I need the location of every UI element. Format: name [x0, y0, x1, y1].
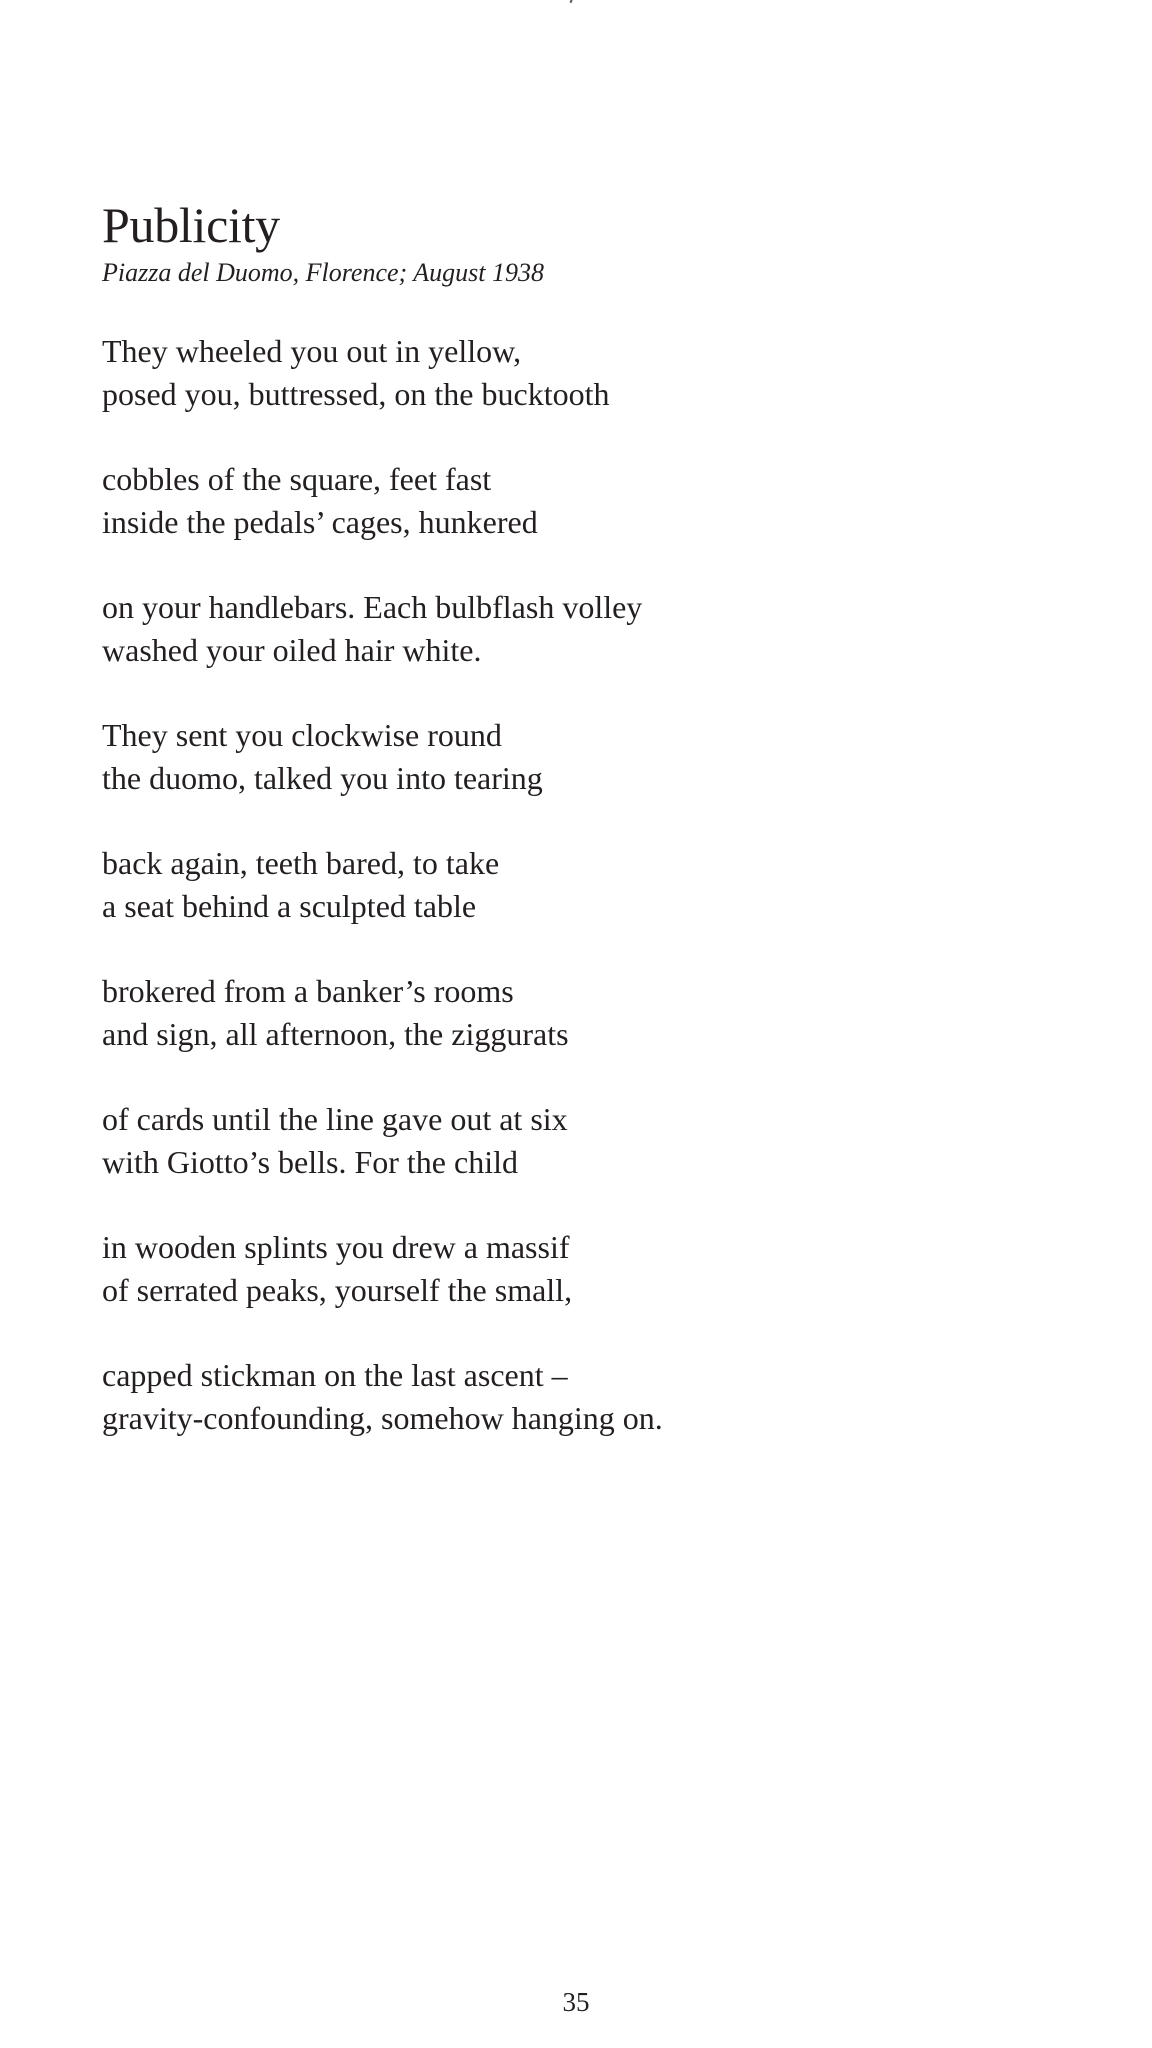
- poem-line: washed your oiled hair white.: [102, 632, 482, 668]
- stanza-9: [102, 1354, 1002, 1440]
- stanza-1: [102, 330, 1002, 416]
- poem-line: cobbles of the square, feet fast: [102, 461, 492, 497]
- poem-line: capped stickman on the last ascent –: [102, 1357, 568, 1393]
- poem-line: back again, teeth bared, to take: [102, 845, 500, 881]
- page-number: 35: [562, 1987, 590, 2017]
- poem-line: a seat behind a sculpted table: [102, 888, 477, 924]
- stanza-5: [102, 842, 1002, 928]
- poem-line: posed you, buttressed, on the bucktooth: [102, 376, 610, 412]
- page-edge-mark: [570, 0, 575, 3]
- poem-line: and sign, all afternoon, the ziggurats: [102, 1016, 569, 1052]
- stanza-3: [102, 586, 1002, 672]
- stanza-7: [102, 1098, 1002, 1184]
- poem-line: gravity-confounding, somehow hanging on.: [102, 1400, 663, 1436]
- poem-line: the duomo, talked you into tearing: [102, 760, 543, 796]
- poem-line: with Giotto’s bells. For the child: [102, 1144, 518, 1180]
- poem-line: of cards until the line gave out at six: [102, 1101, 568, 1137]
- stanza-6: [102, 970, 1002, 1056]
- poem-line: They wheeled you out in yellow,: [102, 333, 522, 369]
- poem-line: brokered from a banker’s rooms: [102, 973, 514, 1009]
- poem-line: on your handlebars. Each bulbflash volley: [102, 589, 643, 625]
- poem-page: [102, 194, 1002, 1482]
- poem-line: in wooden splints you drew a massif: [102, 1229, 570, 1265]
- poem-line: of serrated peaks, yourself the small,: [102, 1272, 573, 1308]
- poem-line: They sent you clockwise round: [102, 717, 502, 753]
- stanza-8: [102, 1226, 1002, 1312]
- stanza-2: [102, 458, 1002, 544]
- stanza-4: [102, 714, 1002, 800]
- poem-title: Publicity: [102, 197, 280, 253]
- poem-line: inside the pedals’ cages, hunkered: [102, 504, 538, 540]
- poem-epigraph: Piazza del Duomo, Florence; August 1938: [102, 258, 544, 287]
